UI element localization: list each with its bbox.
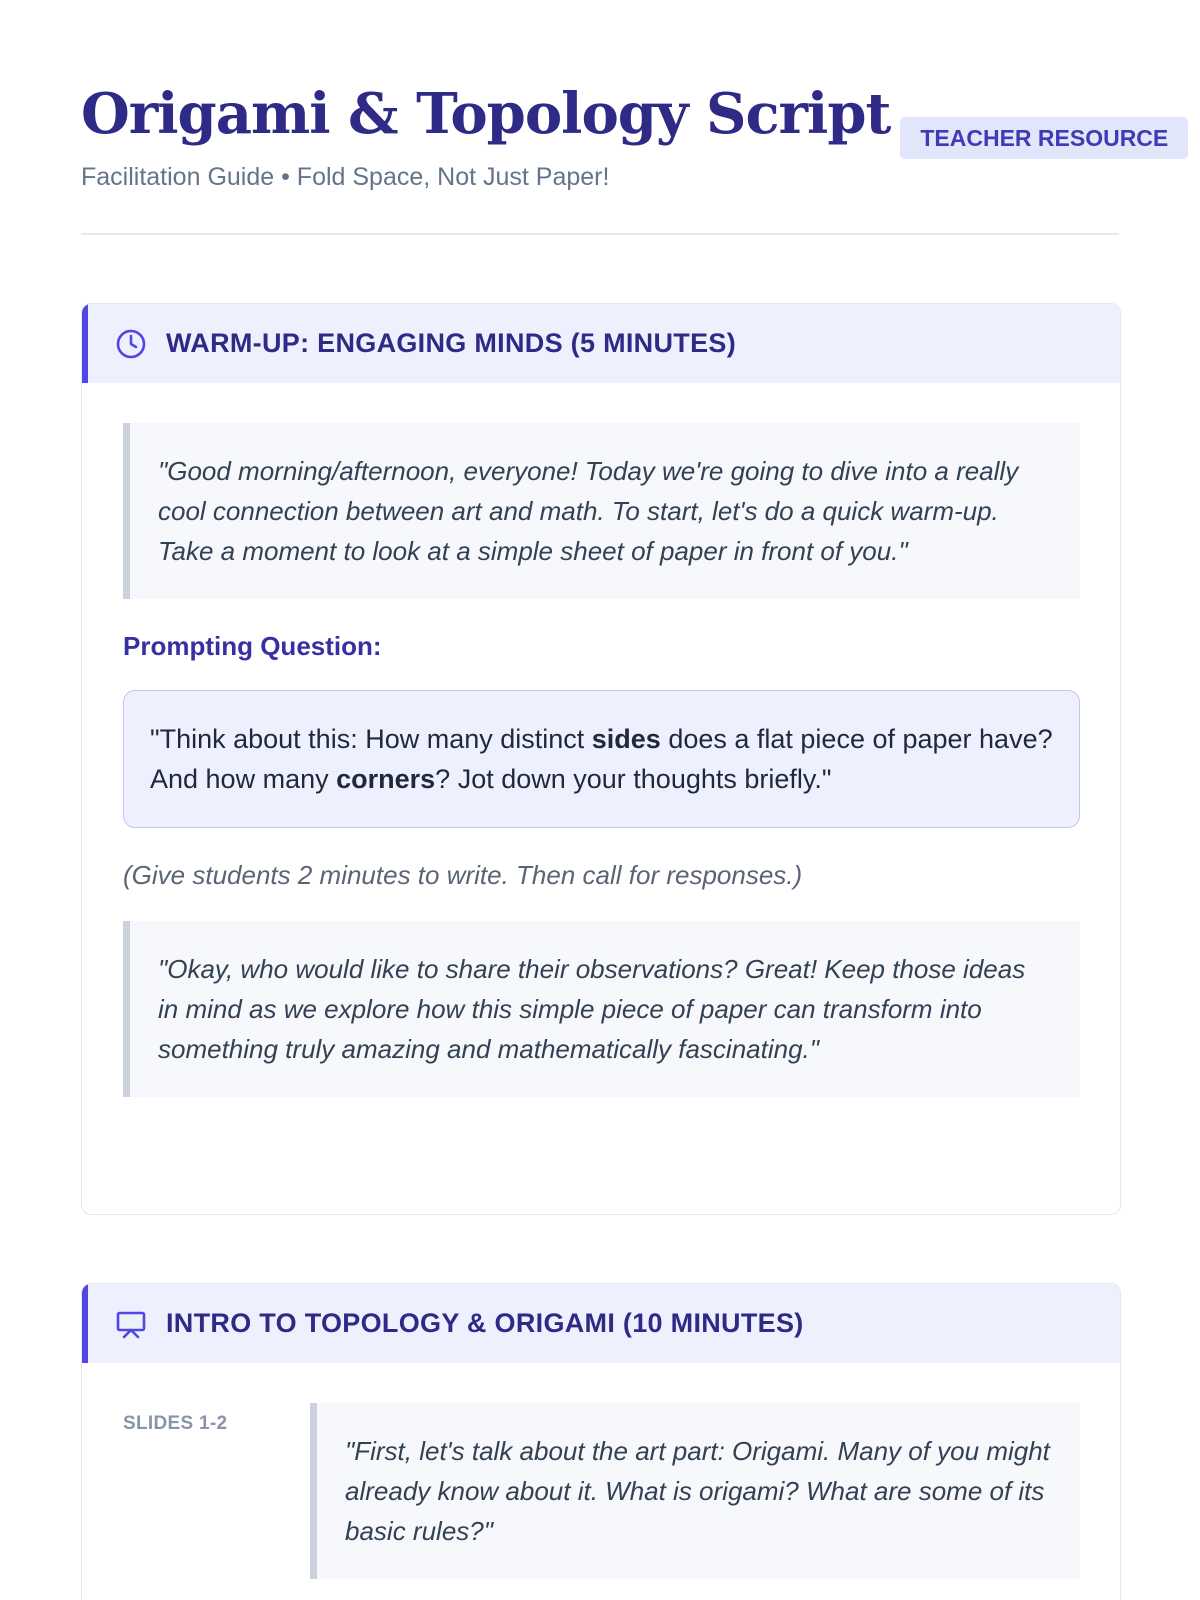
stage-direction: (Give students 2 minutes to write. Then call for responses.) (123, 860, 803, 890)
intro-section (81, 1283, 1121, 1600)
prompt-text: does a flat piece of paper have? And how many (150, 724, 1053, 794)
warmup-heading: WARM-UP: ENGAGING MINDS (5 MINUTES) (166, 328, 736, 358)
intro-body (82, 1363, 1120, 1600)
warmup-body (82, 383, 1120, 1137)
page-header (81, 0, 1169, 235)
warmup-section (81, 303, 1121, 1215)
title-row (81, 81, 1169, 159)
slide-label: SLIDES 1-2 (123, 1413, 228, 1434)
script-quote: "Okay, who would like to share their observations? Great! Keep those ideas in mind as we explore how this simple piece of paper can transform into something truly amazing and mathematically fascinating." (123, 921, 1080, 1097)
prompt-text: ? Jot down your thoughts briefly." (435, 764, 832, 794)
prompt-text: "Think about this: How many distinct (150, 724, 592, 754)
intro-heading: INTRO TO TOPOLOGY & ORIGAMI (10 MINUTES) (166, 1308, 804, 1338)
slides-row (123, 1403, 1080, 1579)
warmup-section-header (82, 304, 1120, 383)
clock-icon (114, 327, 148, 361)
script-quote: "First, let's talk about the art part: Origami. Many of you might already know about it. What is origami? What are some of its basic rules?" (310, 1403, 1080, 1579)
script-quote: "Good morning/afternoon, everyone! Today we're going to dive into a really cool connection between art and math. To start, let's do a quick warm-up. Take a moment to look at a simple sheet of paper in front of you." (123, 423, 1080, 599)
presentation-icon (114, 1307, 148, 1341)
prompt-emphasis-corners: corners (336, 764, 436, 794)
intro-section-header (82, 1284, 1120, 1363)
prompt-emphasis-sides: sides (591, 724, 661, 754)
prompting-question-label: Prompting Question: (123, 631, 382, 661)
prompting-question-box (123, 690, 1080, 828)
page-subtitle: Facilitation Guide • Fold Space, Not Just Paper! (81, 163, 610, 191)
teacher-resource-badge: TEACHER RESOURCE (900, 117, 1188, 159)
page-title: Origami & Topology Script (81, 81, 891, 147)
